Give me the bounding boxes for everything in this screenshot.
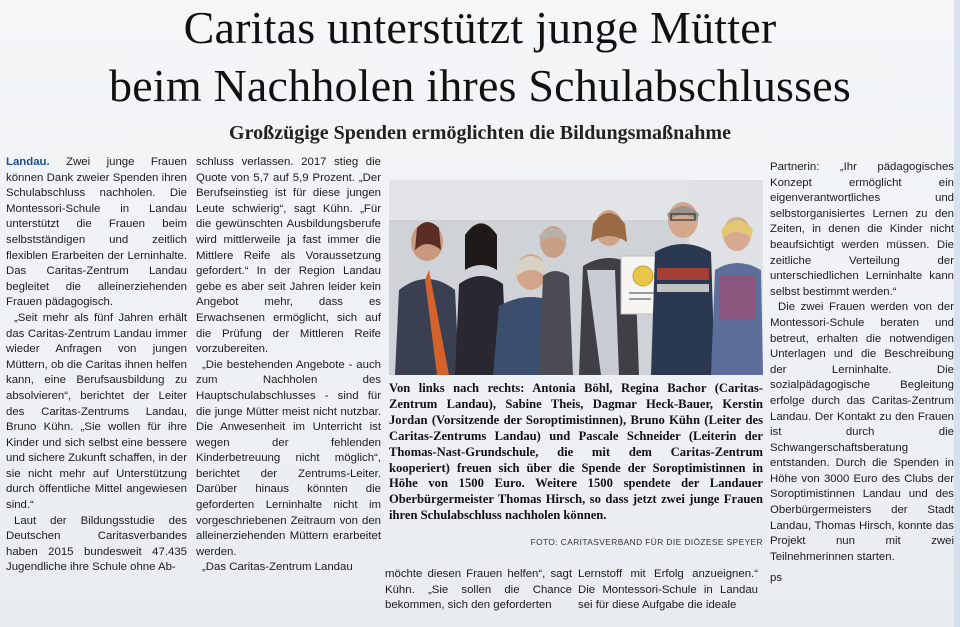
paragraph: Partnerin: „Ihr pädagogisches Konzept ermöglicht ein eigenverantwortliches und selbstorganisiertes Lernen zu den Zeiten, in denen die Kinder nicht beaufsichtigt werden müssen. Die zeitliche Verteilung der unterschiedlichen Lerninhalte kann selbst bestimmt werden.“ [770,161,954,298]
paragraph: „Die bestehenden Angebote - auch zum Nachholen des Hauptschulabschlusses - sind für die junge Mütter meist nicht nutzbar. Die Anwesenheit im Unterricht ist wegen der fehlenden Kinderbetreuung nicht möglich“, berichtet der Zentrums-Leiter. Darüber hinaus könnten die geforderten Lerninhalte nicht im vorgeschriebenen Zeitraum von den alleinerziehenden Müttern erarbeitet werden. [196,358,381,558]
paragraph: Laut der Bildungsstudie des Deutschen Caritasverbandes haben 2015 bundesweit 47.435 Jugendliche ihre Schule ohne Ab- [6,514,187,574]
dateline: Landau. [6,156,50,168]
column-2 [196,155,381,576]
paragraph: Lernstoff mit Erfolg anzueignen.“ Die Montessori-Schule in Landau sei für diese Aufgabe die ideale [578,568,758,612]
paragraph: „Das Caritas-Zentrum Landau [202,561,353,574]
paragraph: „Seit mehr als fünf Jahren erhält das Caritas-Zentrum Landau immer wieder Anfragen von jungen Müttern, ob die Caritas ihnen helfen kann, eine Berufsausbildung zu absolvieren“, berichtet der Leiter des Caritas-Zentrums Landau, Bruno Kühn. „Sie wollen für ihre Kinder und sich selbst eine bessere und sichere Zukunft schaffen, in der sie nicht mehr auf Unterstützung durch öffentliche Mittel angewiesen sind.“ [6,311,187,512]
group-photo [389,180,763,375]
column-4 [770,160,954,587]
photo-illustration [389,180,763,375]
page-edge [954,0,960,627]
paragraph: möchte diesen Frauen helfen“, sagt Kühn. „Sie sollen die Chance bekommen, sich den geforderten [385,568,572,612]
headline-line-1: Caritas unterstützt junge Mütter [183,2,777,53]
column-1 [6,155,187,576]
paragraph: schluss verlassen. 2017 stieg die Quote von 5,7 auf 5,9 Prozent. „Der Berufseinstieg ist für diese jungen Leute schwierig“, sagt Kühn. „Für die gewünschten Ausbildungsberufe wird mittlerweile ja fast immer die Mittlere Reife als Voraussetzung gefordert.“ In der Region Landau gebe es aber seit Jahren leider kein Angebot mehr, dass es Erwachsenen ermöglicht, sich auf die Prüfung der Mittleren Reife vorzubereiten. [196,156,381,356]
paragraph [6,155,187,311]
photo-credit: FOTO: CARITASVERBAND FÜR DIE DIÖZESE SPEYER [530,537,763,547]
paragraph: Die zwei Frauen werden von der Montessori-Schule beraten und betreut, erhalten die notwendigen Unterlagen und die Beschreibung der Lerninhalte. Die sozialpädagogische Begleitung erfolge durch das Caritas-Zentrum Landau. Der Kontakt zu den Frauen ist durch die Schwangerschaftsberatung entstanden. Durch die Spenden in Höhe von 3000 Euro des Clubs der Soroptimistinnen Landau und des Oberbürgermeisters der Stadt Landau, Thomas Hirsch, konnte das Projekt nun mit zwei Teilnehmerinnen starten. [770,301,954,563]
photo-caption: Von links nach rechts: Antonia Böhl, Regina Bachor (Caritas-Zentrum Landau), Sabine Theis, Dagmar Heck-Bauer, Kerstin Jordan (Vorsitzende der Soroptimistinnen), Bruno Kühn (Leiter des Caritas-Zentrums Landau) und Pascale Schneider (Leiterin der Thomas-Nast-Grundschule, die mit dem Caritas-Zentrum kooperiert) freuen sich über die Spende der Soroptimistinnen in Höhe von 1500 Euro. Weitere 1500 spendete der Landauer Oberbürgermeister Thomas Hirsch, so dass jetzt zwei junge Frauen ihren Schulabschluss nachholen können. [389,381,763,523]
author-signature: ps [770,572,783,585]
subheadline: Großzügige Spenden ermöglichten die Bildungsmaßnahme [229,122,731,144]
headline-line-2: beim Nachholen ihres Schulabschlusses [109,60,851,111]
paragraph-text: Zwei junge Frauen können Dank zweier Spenden ihren Schulabschluss nachholen. Die Montessori-Schule in Landau unterstützt die Frauen beim selbstständigen und zeitlich flexiblen Erarbeiten der Lerninhalte. Das Caritas-Zentrum Landau begleitet die alleinerziehenden Frauen pädagogisch. [6,156,187,309]
column-3 [578,567,758,614]
column-2b [385,567,572,614]
